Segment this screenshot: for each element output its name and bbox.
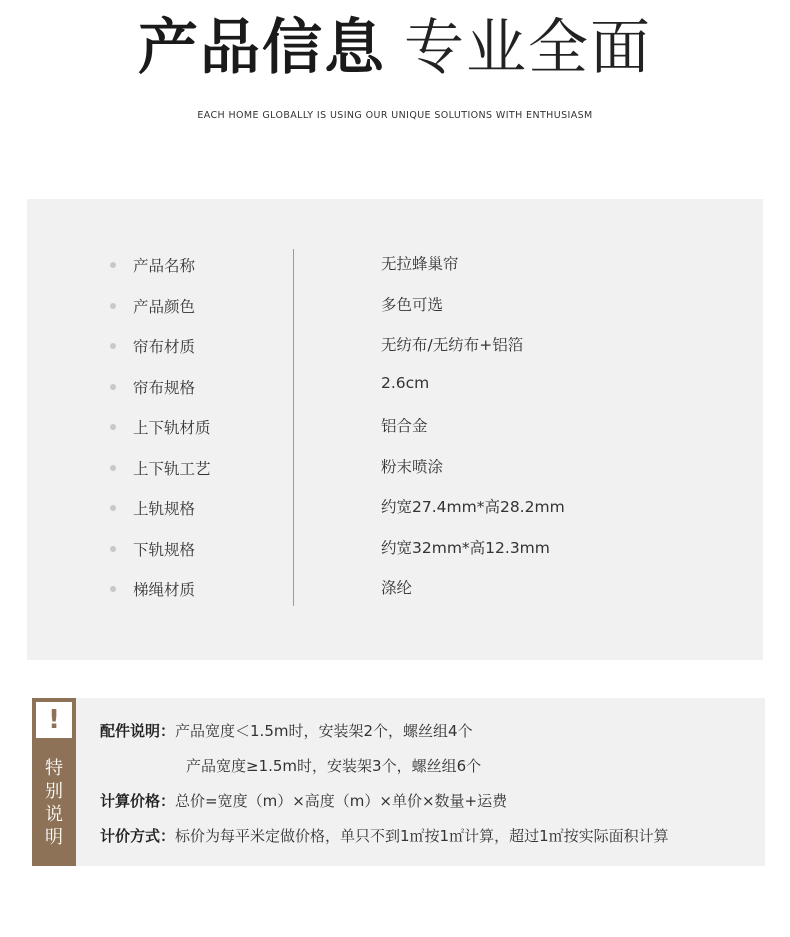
spec-value: 无拉蜂巢帘 xyxy=(381,255,459,273)
note-line xyxy=(100,755,481,776)
bullet-icon xyxy=(110,303,116,309)
spec-label: 帘布规格 xyxy=(133,379,196,397)
alert-icon: ! xyxy=(36,702,72,738)
spec-label: 上下轨材质 xyxy=(133,419,211,437)
note-text: 产品宽度＜1.5m时，安装架2个，螺丝组4个 xyxy=(175,722,473,740)
spec-row xyxy=(27,286,763,326)
spec-value: 约宽27.4mm*高28.2mm xyxy=(381,498,565,516)
bullet-icon xyxy=(110,586,116,592)
spec-value: 多色可选 xyxy=(381,296,444,314)
note-text: 标价为每平米定做价格，单只不到1㎡按1㎡计算，超过1㎡按实际面积计算 xyxy=(175,827,669,845)
note-key: 配件说明： xyxy=(100,722,176,740)
spec-row xyxy=(27,407,763,447)
spec-label: 产品颜色 xyxy=(133,298,196,316)
bullet-icon xyxy=(110,424,116,430)
spec-row xyxy=(27,367,763,407)
note-text: 产品宽度≥1.5m时，安装架3个，螺丝组6个 xyxy=(186,757,482,775)
spec-value: 约宽32mm*高12.3mm xyxy=(381,539,550,557)
spec-value: 铝合金 xyxy=(381,417,428,435)
bullet-icon xyxy=(110,505,116,511)
bullet-icon xyxy=(110,384,116,390)
note-key: 计算价格： xyxy=(100,792,176,810)
note-key: 计价方式： xyxy=(100,827,176,845)
note-line xyxy=(100,825,669,846)
bullet-icon xyxy=(110,546,116,552)
product-info-panel xyxy=(27,199,763,660)
spec-label: 上下轨工艺 xyxy=(133,460,211,478)
note-line xyxy=(100,720,473,741)
spec-label: 上轨规格 xyxy=(133,500,196,518)
spec-row xyxy=(27,569,763,609)
page-subtitle: EACH HOME GLOBALLY IS USING OUR UNIQUE SOLUTIONS WITH ENTHUSIASM xyxy=(197,110,593,121)
page-title xyxy=(0,14,790,82)
tag-char: 别 xyxy=(45,781,63,802)
title-light: 专业全面 xyxy=(404,13,652,83)
spec-label: 产品名称 xyxy=(133,257,196,275)
spec-label: 梯绳材质 xyxy=(133,581,196,599)
tag-char: 说 xyxy=(45,804,63,825)
tag-char: 特 xyxy=(45,758,63,779)
spec-label: 下轨规格 xyxy=(133,541,196,559)
spec-label: 帘布材质 xyxy=(133,338,196,356)
note-line xyxy=(100,790,507,811)
spec-row xyxy=(27,448,763,488)
spec-value: 粉末喷涂 xyxy=(381,458,444,476)
spec-value: 2.6cm xyxy=(381,374,430,392)
spec-value: 涤纶 xyxy=(381,579,413,597)
note-text: 总价=宽度（m）×高度（m）×单价×数量+运费 xyxy=(175,792,508,810)
tag-char: 明 xyxy=(45,827,63,848)
bullet-icon xyxy=(110,262,116,268)
special-notes-panel xyxy=(32,698,765,866)
spec-row xyxy=(27,488,763,528)
spec-row xyxy=(27,245,763,285)
bullet-icon xyxy=(110,465,116,471)
spec-row xyxy=(27,529,763,569)
spec-row xyxy=(27,326,763,366)
title-bold: 产品信息 xyxy=(138,13,386,83)
notes-tag xyxy=(32,698,76,866)
spec-value: 无纺布/无纺布+铝箔 xyxy=(381,336,524,354)
bullet-icon xyxy=(110,343,116,349)
